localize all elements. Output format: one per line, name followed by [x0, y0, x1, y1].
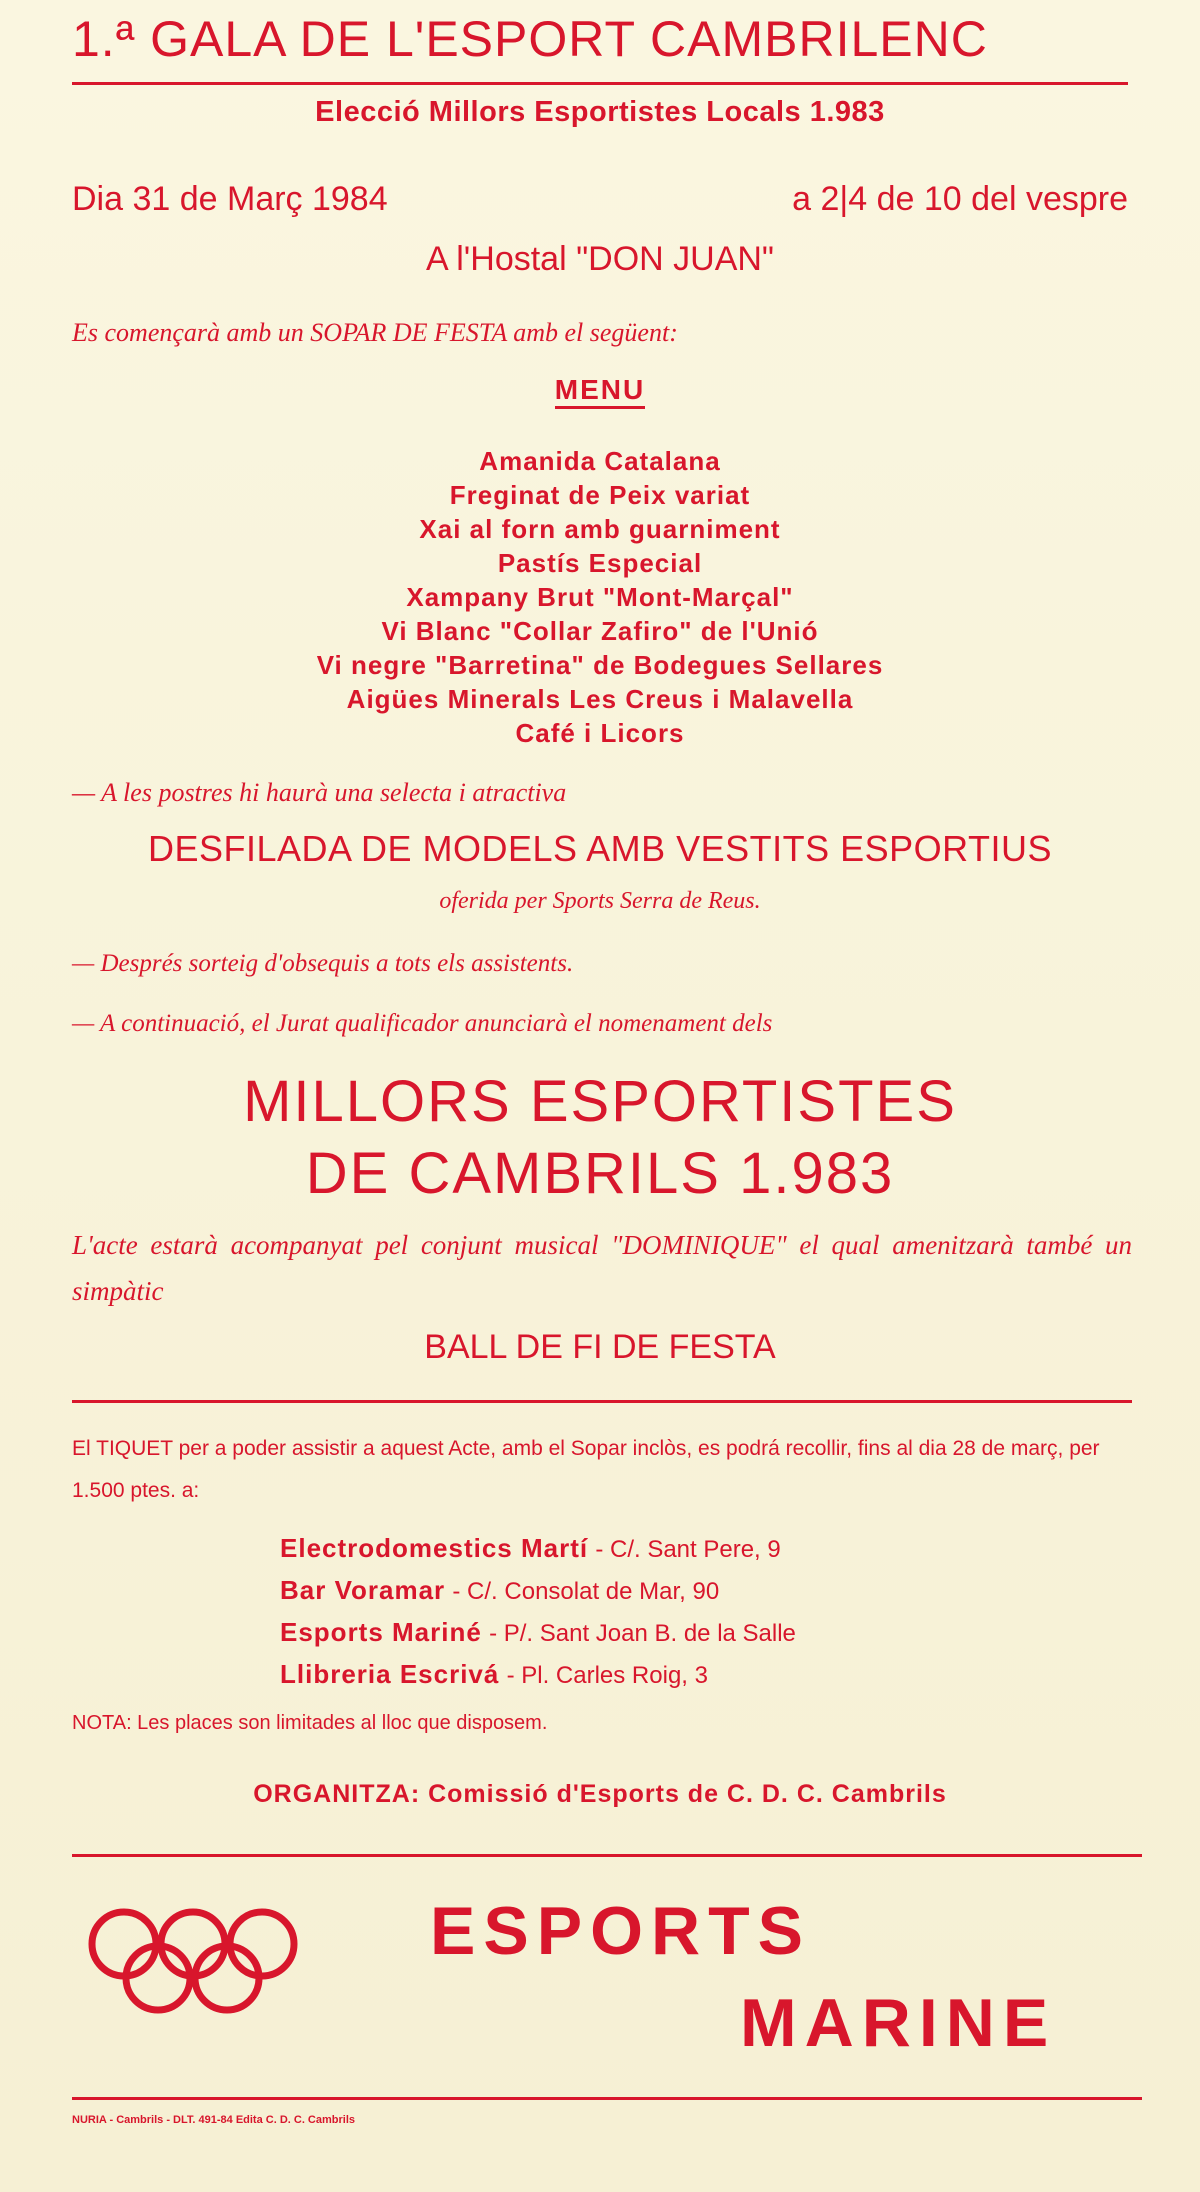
outlet-name: Llibreria Escrivá	[280, 1659, 500, 1689]
ticket-info: El TIQUET per a poder assistir a aquest Acte, amb el Sopar inclòs, es podrá recollir, fins al dia 28 de març, per 1.500 ptes. a:	[72, 1437, 1100, 1502]
best-athletes-line2: DE CAMBRILS 1.983	[305, 1141, 895, 1206]
outlet-address: - Pl. Carles Roig, 3	[506, 1662, 708, 1689]
dessert-line: — A les postres hi haurà una selecta i atractiva	[72, 778, 567, 807]
offered-by: oferida per Sports Serra de Reus.	[439, 888, 761, 914]
raffle-line: — Després sorteig d'obsequis a tots els assistents.	[72, 950, 574, 977]
outlet-name: Esports Mariné	[280, 1617, 482, 1647]
note-line: NOTA: Les places son limitades al lloc que disposem.	[72, 1712, 548, 1734]
subtitle: Elecció Millors Esportistes Locals 1.983	[315, 96, 885, 128]
menu-item: Pastís Especial	[497, 548, 703, 578]
printer-footer: NURIA - Cambrils - DLT. 491-84 Edita C. D. C. Cambrils	[72, 2114, 356, 2126]
poster-title: 1.ª GALA DE L'ESPORT CAMBRILENC	[72, 11, 988, 67]
menu-item: Aigües Minerals Les Creus i Malavella	[346, 684, 854, 714]
outlet-name: Electrodomestics Martí	[280, 1533, 589, 1563]
footer-rule	[72, 2097, 1142, 2100]
ball-line: BALL DE FI DE FESTA	[424, 1328, 776, 1366]
organizer-line: ORGANITZA: Comissió d'Esports de C. D. C. Cambrils	[253, 1780, 947, 1808]
dinner-intro: Es començarà amb un SOPAR DE FESTA amb el següent:	[72, 318, 678, 347]
menu-list	[0, 444, 1200, 750]
outlet-row	[280, 1654, 1160, 1696]
menu-item: Xai al forn amb guarniment	[419, 514, 781, 544]
menu-item: Vi negre "Barretina" de Bodegues Sellares	[316, 650, 884, 680]
organizer-rule	[72, 1854, 1142, 1857]
outlet-row	[280, 1528, 1160, 1570]
menu-item: Xampany Brut "Mont-Marçal"	[406, 582, 794, 612]
olympic-rings-icon	[82, 1902, 304, 2022]
title-rule	[72, 82, 1128, 85]
outlet-address: - C/. Consolat de Mar, 90	[452, 1578, 720, 1605]
ticket-outlets	[280, 1528, 1160, 1696]
outlet-row	[280, 1570, 1160, 1612]
event-time: a 2|4 de 10 del vespre	[792, 180, 1128, 218]
outlet-name: Bar Voramar	[280, 1575, 446, 1605]
event-date: Dia 31 de Març 1984	[72, 180, 388, 218]
menu-item: Vi Blanc "Collar Zafiro" de l'Unió	[381, 616, 819, 646]
menu-item: Amanida Catalana	[479, 446, 721, 476]
menu-item: Freginat de Peix variat	[449, 480, 751, 510]
outlet-row	[280, 1612, 1160, 1654]
outlet-address: - C/. Sant Pere, 9	[595, 1536, 781, 1563]
menu-item: Café i Licors	[515, 718, 685, 748]
event-venue: A l'Hostal "DON JUAN"	[425, 240, 775, 278]
music-line: L'acte estarà acompanyat pel conjunt musical "DOMINIQUE" el qual amenitzarà també un simpàtic	[72, 1230, 1132, 1306]
best-athletes-line1: MILLORS ESPORTISTES	[243, 1069, 957, 1134]
outlet-address: - P/. Sant Joan B. de la Salle	[489, 1620, 796, 1647]
menu-heading: MENU	[555, 374, 645, 409]
jury-line: — A continuació, el Jurat qualificador anunciarà el nomenament dels	[72, 1010, 773, 1037]
program-rule	[72, 1400, 1132, 1403]
fashion-show: DESFILADA DE MODELS AMB VESTITS ESPORTIUS	[147, 828, 1053, 869]
sponsor-line2: MARINE	[740, 1985, 1057, 2061]
sponsor-line1: ESPORTS	[430, 1893, 811, 1969]
